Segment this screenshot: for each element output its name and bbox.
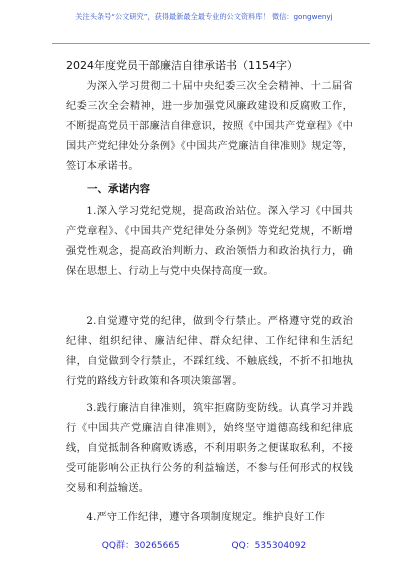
document-title: 2024年度党员干部廉洁自律承诺书（1154字）	[66, 59, 298, 72]
qq-number: QQ：535304092	[231, 541, 307, 551]
header-divider	[52, 43, 370, 44]
commitment-item-1: 1.深入学习党纪党规，提高政治站位。深入学习《中国共产党章程》、《中国共产党纪律处分条例》等党纪党规，不断增强党性观念，提高政治判断力、政治领悟力和政治执行力，确保在思想上、行动上与党中央保持高度一致。	[66, 206, 353, 277]
intro-paragraph: 为深入学习贯彻二十届中央纪委三次全会精神、十二届省纪委三次全会精神，进一步加强党风廉政建设和反腐败工作，不断提高党员干部廉洁自律意识，按照《中国共产党章程》《中国共产党纪律处分条例》《中国共产党廉洁自律准则》规定等，签订本承诺书。	[66, 81, 353, 172]
footer-contacts	[0, 538, 408, 551]
commitment-item-2: 2.自觉遵守党的纪律，做到令行禁止。严格遵守党的政治纪律、组织纪律、廉洁纪律、群众纪律、工作纪律和生活纪律，自觉做到令行禁止，不踩红线、不触底线，不折不扣地执行党的路线方针政策和各项决策部署。	[66, 316, 353, 387]
commitment-item-4: 4.严守工作纪律，遵守各项制度规定。维护良好工作	[86, 512, 326, 523]
header-note: 关注头条号“公文研究”，获得最新最全最专业的公文资料库！ 微信：gongwenyj	[75, 12, 333, 21]
section-heading: 一、承诺内容	[87, 183, 150, 195]
commitment-item-3: 3.践行廉洁自律准则，筑牢拒腐防变防线。认真学习并践行《中国共产党廉洁自律准则》，始终坚守道德高线和纪律底线，自觉抵制各种腐败诱惑，不利用职务之便谋取私利，不接受可能影响公正执行公务的利益输送，不参与任何形式的权钱交易和利益输送。	[66, 403, 353, 494]
qq-group-number: QQ群：30265665	[101, 541, 180, 551]
